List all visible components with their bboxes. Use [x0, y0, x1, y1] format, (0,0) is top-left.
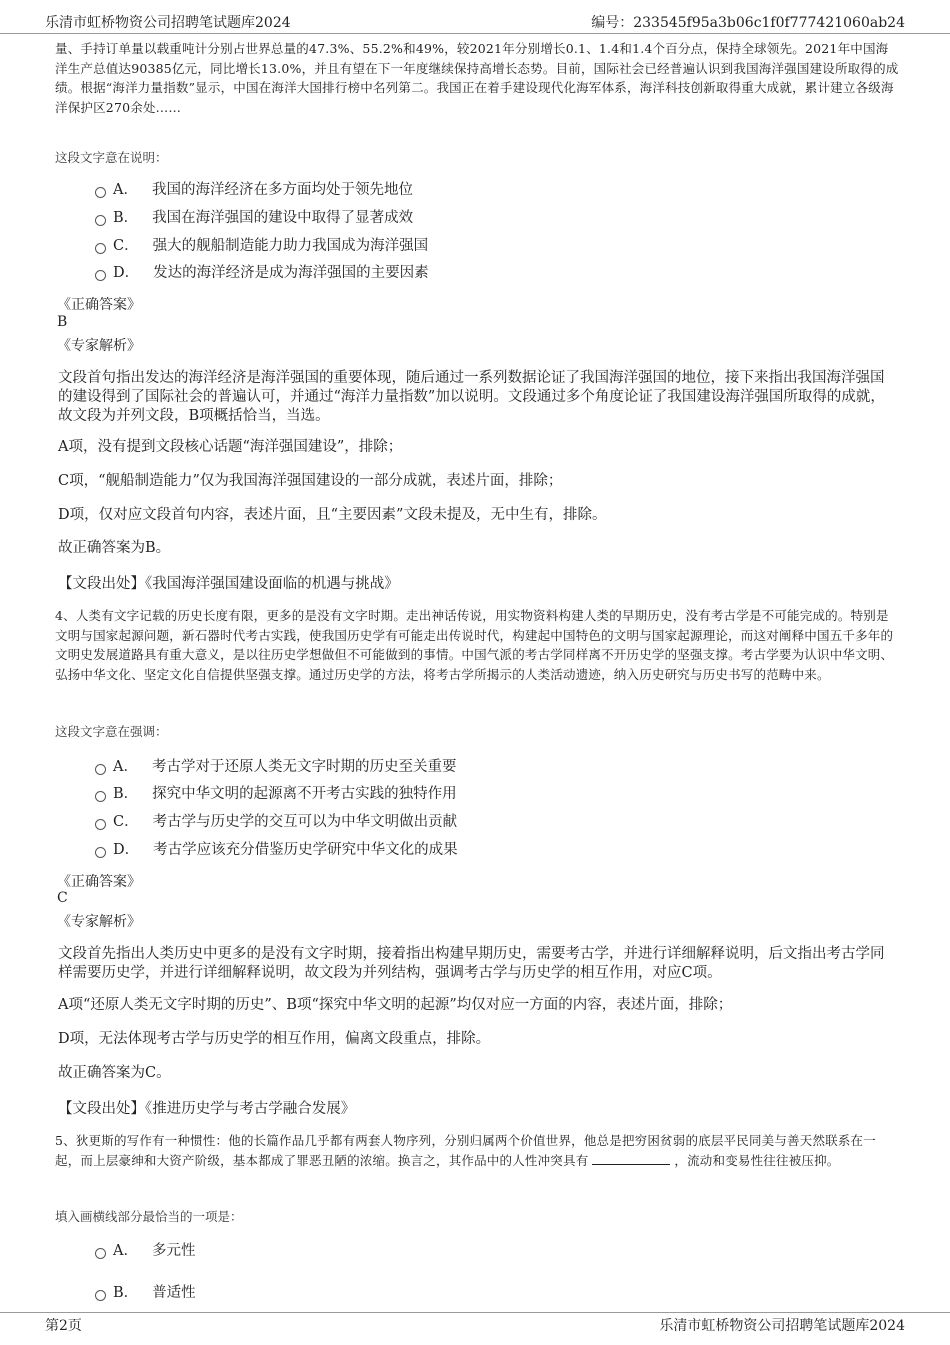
- fill-in-blank: [592, 1152, 670, 1165]
- document-id: 编号：233545f95a3b06c1f0f777421060ab24: [591, 15, 905, 31]
- q4-option-c[interactable]: [95, 811, 457, 833]
- q3-analysis-a: A项，没有提到文段核心话题“海洋强国建设”，排除；: [58, 439, 403, 455]
- q3-analysis-label: 《专家解析》: [57, 338, 141, 354]
- option-letter: B．: [113, 786, 139, 802]
- option-text: 考古学对于还原人类无文字时期的历史至关重要: [151, 759, 457, 775]
- q3-answer: B: [57, 314, 68, 330]
- option-letter: B．: [113, 210, 139, 226]
- option-letter: A．: [113, 182, 138, 198]
- header-title: 乐清市虹桥物资公司招聘笔试题库2024: [45, 15, 291, 31]
- q5-option-b[interactable]: [95, 1282, 196, 1304]
- option-letter: C．: [113, 238, 139, 254]
- radio-button-icon[interactable]: [95, 215, 106, 226]
- footer-title: 乐清市虹桥物资公司招聘笔试题库2024: [659, 1318, 905, 1334]
- option-letter: B．: [113, 1285, 139, 1301]
- option-text: 探究中华文明的起源离不开考古实践的独特作用: [152, 786, 457, 802]
- option-text: 考古学应该充分借鉴历史学研究中华文化的成果: [153, 842, 458, 858]
- page-number: 第2页: [45, 1318, 82, 1334]
- option-text: 强大的舰船制造能力助力我国成为海洋强国: [152, 238, 429, 254]
- page-footer: [0, 1312, 950, 1345]
- q3-option-c[interactable]: [95, 235, 428, 257]
- option-letter: A．: [113, 1243, 138, 1259]
- q4-analysis-label: 《专家解析》: [57, 914, 141, 930]
- radio-button-icon[interactable]: [95, 1248, 106, 1259]
- q3-conclusion: 故正确答案为B。: [58, 540, 171, 556]
- option-text: 我国的海洋经济在多方面均处于领先地位: [151, 182, 413, 198]
- option-letter: D．: [113, 842, 140, 858]
- q4-passage: 4、人类有文字记载的历史长度有限，更多的是没有文字时期。走出神话传说，用实物资料构建人类的早期历史，没有考古学是不可能完成的。特别是文明与国家起源问题，新石器时代考古实践，使我国历史学有可能走出传说时代，构建起中国特色的文明与国家起源理论，而这对阐释中国五千多年的文明史发展道路具有重大意义，是以往历史学想做但不可能做到的事情。中国气派的考古学同样离不开历史学的坚强支撑。考古学要为认识中华文明、弘扬中华文化、坚定文化自信提供坚强支撑。通过历史学的方法，将考古学所揭示的人类活动遗迹，纳入历史研究与历史书写的范畴中来。: [55, 608, 894, 682]
- option-letter: C．: [113, 814, 139, 830]
- q4-answer: C: [57, 890, 68, 906]
- radio-button-icon[interactable]: [95, 187, 106, 198]
- q4-option-a[interactable]: [95, 756, 456, 778]
- q4-option-b[interactable]: [95, 783, 457, 805]
- radio-button-icon[interactable]: [95, 819, 106, 830]
- radio-button-icon[interactable]: [95, 847, 106, 858]
- radio-button-icon[interactable]: [95, 270, 106, 281]
- q5-prompt: 填入画横线部分最恰当的一项是：: [55, 1209, 243, 1224]
- q4-analysis-ab: A项“还原人类无文字时期的历史”、B项“探究中华文明的起源”均仅对应一方面的内容，表述片面，排除；: [58, 997, 733, 1013]
- option-letter: D．: [113, 265, 140, 281]
- q4-analysis-d: D项，无法体现考古学与历史学的相互作用，偏离文段重点，排除。: [58, 1031, 491, 1047]
- q4-source: 【文段出处】《推进历史学与考古学融合发展》: [58, 1101, 356, 1117]
- option-text: 发达的海洋经济是成为海洋强国的主要因素: [153, 265, 429, 281]
- q4-conclusion: 故正确答案为C。: [58, 1065, 171, 1081]
- q3-option-d[interactable]: [95, 262, 429, 284]
- radio-button-icon[interactable]: [95, 243, 106, 254]
- radio-button-icon[interactable]: [95, 791, 106, 802]
- q3-prompt: 这段文字意在说明：: [55, 150, 168, 165]
- q3-answer-label: 《正确答案》: [57, 297, 141, 313]
- q4-answer-label: 《正确答案》: [57, 874, 141, 890]
- option-text: 我国在海洋强国的建设中取得了显著成效: [152, 210, 414, 226]
- page-header: [0, 0, 950, 34]
- option-text: 普适性: [152, 1285, 196, 1301]
- q3-passage: 量、手持订单量以载重吨计分别占世界总量的47.3%、55.2%和49%，较2021年分别增长0.1、1.4和1.4个百分点，保持全球领先。2021年中国海洋生产总值达90385亿元，同比增长13.0%，并且有望在下一年度继续保持高增长态势。目前，国际社会已经普遍认识到我国海洋强国建设所取得的成绩。根据“海洋力量指数”显示，中国在海洋大国排行榜中名列第二。我国正在着手建设现代化海军体系，海洋科技创新取得重大成就，累计建立各级海洋保护区270余处……: [55, 41, 899, 115]
- q5-passage-before: 5、狄更斯的写作有一种惯性：他的长篇作品几乎都有两套人物序列，分别归属两个价值世界，他总是把穷困贫弱的底层平民同美与善天然联系在一起，而上层豪绅和大资产阶级，基本都成了罪恶丑陋的浓缩。换言之，其作品中的人性冲突具有: [55, 1133, 876, 1168]
- q3-option-b[interactable]: [95, 207, 413, 229]
- q5-passage-after: ，流动和变易性往往被压抑。: [674, 1152, 840, 1168]
- q5-passage: [55, 1131, 900, 1170]
- radio-button-icon[interactable]: [95, 1290, 106, 1301]
- q5-option-a[interactable]: [95, 1240, 195, 1262]
- q3-analysis-summary: 文段首句指出发达的海洋经济是海洋强国的重要体现，随后通过一系列数据论证了我国海洋强国的地位，接下来指出我国海洋强国的建设得到了国际社会的普遍认可，并通过“海洋力量指数”加以说明。文段通过多个角度论证了我国建设海洋强国所取得的成就，故文段为并列文段，B项概括恰当，当选。: [58, 370, 885, 424]
- q3-option-a[interactable]: [95, 179, 413, 201]
- q3-analysis-d: D项，仅对应文段首句内容，表述片面，且“主要因素”文段未提及，无中生有，排除。: [58, 507, 607, 523]
- q4-option-d[interactable]: [95, 839, 458, 861]
- q4-prompt: 这段文字意在强调：: [55, 724, 168, 739]
- option-text: 考古学与历史学的交互可以为中华文明做出贡献: [152, 814, 458, 830]
- option-text: 多元性: [151, 1243, 196, 1259]
- radio-button-icon[interactable]: [95, 764, 106, 775]
- q3-analysis-c: C项，“舰船制造能力”仅为我国海洋强国建设的一部分成就，表述片面，排除；: [58, 473, 563, 489]
- q3-source: 【文段出处】《我国海洋强国建设面临的机遇与挑战》: [58, 576, 399, 592]
- q4-analysis-summary: 文段首先指出人类历史中更多的是没有文字时期，接着指出构建早期历史，需要考古学，并进行详细解释说明，后文指出考古学同样需要历史学，并进行详细解释说明，故文段为并列结构，强调考古学与历史学的相互作用，对应C项。: [58, 946, 885, 981]
- option-letter: A．: [113, 759, 138, 775]
